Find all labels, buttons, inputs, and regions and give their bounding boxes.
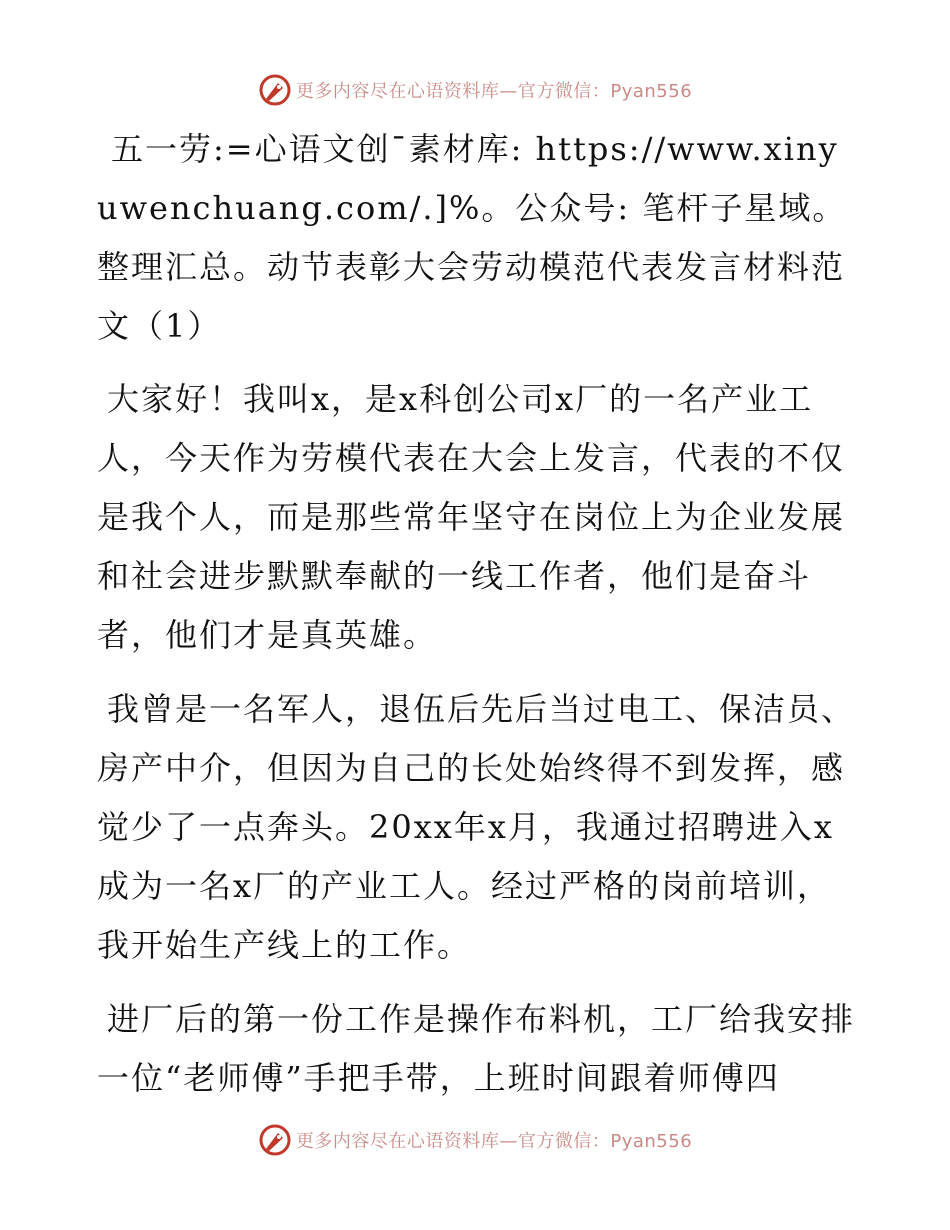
pen-nib-logo-icon bbox=[258, 73, 292, 107]
document-body bbox=[97, 120, 857, 1123]
paragraph-title: 五一劳:=心语文创¯素材库: https://www.xinyuwenchuang.com/.]%。公众号: 笔杆子星域。整理汇总。动节表彰大会劳动模范代表发言材料范文（1） bbox=[97, 130, 847, 345]
footer-watermark bbox=[0, 1120, 950, 1160]
paragraph-greeting: 大家好！我叫x，是x科创公司x厂的一名产业工人，今天作为劳模代表在大会上发言，代表的不仅是我个人，而是那些常年坚守在岗位上为企业发展和社会进步默默奉献的一线工作者，他们是奋斗者，他们才是真英雄。 bbox=[97, 380, 846, 654]
paragraph-background: 我曾是一名军人，退伍后先后当过电工、保洁员、房产中介，但因为自己的长处始终得不到发挥，感觉少了一点奔头。20xx年x月，我通过招聘进入x成为一名x厂的产业工人。经过严格的岗前培训，我开始生产线上的工作。 bbox=[97, 690, 856, 964]
header-watermark bbox=[0, 70, 950, 110]
pen-nib-logo-icon bbox=[258, 1123, 292, 1157]
watermark-text: 更多内容尽在心语资料库—官方微信：Pyan556 bbox=[295, 81, 693, 102]
watermark-text: 更多内容尽在心语资料库—官方微信：Pyan556 bbox=[295, 1131, 693, 1152]
paragraph-first-job: 进厂后的第一份工作是操作布料机，工厂给我安排一位“老师傅”手把手带，上班时间跟着师傅四 bbox=[97, 1000, 856, 1097]
